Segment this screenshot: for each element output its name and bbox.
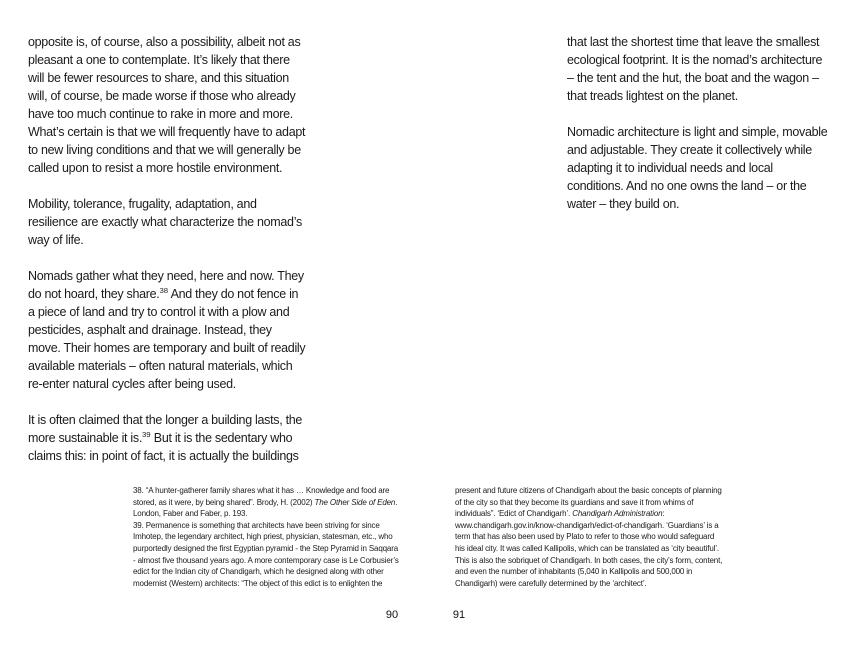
text-run: Nomadic architecture is light and simple, movable and adjustable. They create it collectively while adapting it to individual needs and local conditions. And no one owns the land – or the water – they build on.	[567, 125, 828, 211]
paragraph	[133, 485, 400, 520]
text-run: It is often claimed that the longer a building lasts, the more sustainable it is.	[28, 413, 303, 445]
page-number-left: 90	[385, 609, 399, 621]
footnotes-right-column	[455, 485, 724, 589]
page-number-right: 91	[452, 609, 466, 621]
text-run: 39. Permanence is something that architects have been striving for since Imhotep, the legendary architect, high priest, physician, statesman, etc., who purportedly designed the first Egyptian pyramid - the Step Pyramid in Saqqara - almost five thousand years ago. A more contemporary case is Le Corbusier’s edict for the Indian city of Chandigarh, which he designed along with other modernist (Western) architects: “The object of this edict is to enlighten the	[133, 520, 399, 588]
text-run: . London, Faber and Faber, p. 193.	[133, 497, 398, 519]
text-run: : www.chandigarh.gov.in/know-chandigarh/edict-of-chandigarh. ‘Guardians’ is a term that has also been used by Plato to refer to those who would safeguard his ideal city. It was called Kallipolis, which can be translated as ‘city beautiful’. This is also the sobriquet of Chandigarh. In both cases, the city’s form, content, and even the number of inhabitants (5,040 in Kallipolis and 500,000 in Chandigarh) were carefully determined by the ‘architect’.	[455, 509, 723, 588]
text-run: opposite is, of course, also a possibility, albeit not as pleasant a one to contemplate. It’s likely that there will be fewer resources to share, and this situation will, of course, be made worse if those who already have too much continue to rake in more and more. What’s certain is that we will frequently have to adapt to new living conditions and that we will generally be called upon to resist a more hostile environment.	[28, 35, 306, 175]
text-run: present and future citizens of Chandigarh about the basic concepts of planning of the city so that they become its guardians and save it from whims of individuals”. ‘Edict of Chandigarh’.	[455, 486, 722, 519]
footnote-reference: 38	[159, 285, 169, 295]
footnote-reference: 39	[142, 429, 151, 439]
italic-title: The Other Side of Eden	[314, 497, 396, 507]
text-run: 38. “A hunter-gatherer family shares what it has … Knowledge and food are stored, as it were, by being shared”. Brody, H. (2002)	[133, 486, 390, 507]
paragraph	[455, 485, 724, 589]
text-run: And they do not fence in a piece of land and try to control it with a plow and pesticides, asphalt and drainage. Instead, they move. Their homes are temporary and built of readily available materials – often natural materials, which re-enter natural cycles after being used.	[28, 287, 306, 391]
text-run: But it is the sedentary who claims this: in point of fact, it is actually the buildings	[28, 431, 299, 463]
paragraph	[567, 123, 830, 213]
paragraph	[28, 195, 306, 249]
paragraph	[28, 33, 306, 177]
paragraph	[28, 267, 306, 393]
paragraph	[567, 33, 830, 105]
paragraph	[133, 520, 400, 590]
footnotes-left-column	[133, 485, 400, 589]
text-run: Nomads gather what they need, here and now. They do not hoard, they share.	[28, 269, 304, 301]
left-page-body	[28, 33, 306, 483]
paragraph	[28, 411, 306, 465]
right-page-body	[567, 33, 830, 231]
italic-title: Chandigarh Administration	[572, 509, 663, 519]
text-run: that last the shortest time that leave the smallest ecological footprint. It is the nomad’s architecture – the tent and the hut, the boat and the wagon – that treads lightest on the planet.	[567, 35, 823, 103]
text-run: Mobility, tolerance, frugality, adaptation, and resilience are exactly what characterize the nomad’s way of life.	[28, 197, 302, 247]
